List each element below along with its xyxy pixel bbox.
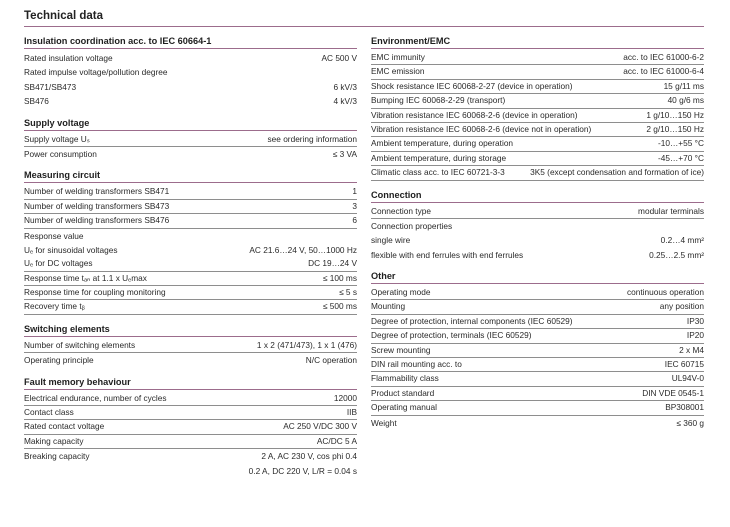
spec-value: IP30: [686, 315, 704, 326]
spec-row: [24, 185, 357, 199]
spec-row: [24, 406, 357, 420]
section-other: [371, 269, 704, 430]
spec-value: ≤ 5 s: [339, 287, 357, 298]
spec-label: Breaking capacity: [24, 451, 90, 462]
spec-value: see ordering information: [267, 133, 357, 144]
spec-row: [24, 286, 357, 300]
spec-row: [371, 248, 704, 262]
spec-value: acc. to IEC 61000-6-2: [623, 52, 704, 62]
spec-label: Number of welding transformers SB471: [24, 186, 170, 197]
spec-label: Connection type: [371, 205, 431, 216]
spec-label: Ambient temperature, during storage: [371, 152, 507, 163]
spec-label: Response time for coupling monitoring: [24, 287, 166, 298]
spec-row: [371, 315, 704, 329]
spec-row: [371, 123, 704, 137]
spec-label: Ambient temperature, during operation: [371, 138, 514, 149]
spec-value: continuous operation: [626, 287, 704, 298]
spec-value: IIB: [346, 407, 357, 418]
spec-label: Vibration resistance IEC 60068-2-6 (device in operation): [371, 109, 578, 120]
spec-label: Uₑ for sinusoidal voltages: [24, 244, 118, 255]
spec-value: 6 kV/3: [333, 81, 357, 92]
section-heading: Fault memory behaviour: [24, 375, 357, 390]
spec-label: Electrical endurance, number of cycles: [24, 392, 167, 403]
spec-row: [24, 133, 357, 147]
spec-label: Screw mounting: [371, 344, 431, 355]
spec-row: [371, 205, 704, 219]
spec-value: IEC 60715: [664, 359, 704, 370]
spec-label: Rated insulation voltage: [24, 53, 113, 63]
spec-row: [24, 51, 357, 65]
spec-row: [371, 416, 704, 430]
spec-label: Number of welding transformers SB476: [24, 215, 170, 226]
spec-row: [24, 420, 357, 434]
spec-value: 3: [352, 200, 357, 211]
spec-value: AC 250 V/DC 300 V: [283, 421, 357, 432]
spec-row: [371, 233, 704, 247]
spec-label: Rated impulse voltage/pollution degree: [24, 67, 168, 78]
spec-row: [371, 94, 704, 108]
spec-label: Weight: [371, 417, 397, 428]
section-heading: Supply voltage: [24, 116, 357, 131]
spec-row: [24, 229, 357, 243]
spec-value: 12000: [333, 392, 357, 403]
spec-row: [371, 344, 704, 358]
section-switching-elements: [24, 322, 357, 368]
page-title: Technical data: [24, 10, 104, 22]
spec-row: [24, 147, 357, 161]
spec-label: single wire: [371, 235, 411, 246]
spec-label: Supply voltage Uₛ: [24, 133, 90, 144]
spec-row: [24, 449, 357, 463]
spec-value: 0.25…2.5 mm²: [649, 249, 704, 260]
spec-value: AC 500 V: [321, 53, 357, 63]
left-column: [24, 34, 357, 485]
spec-label: SB476: [24, 96, 49, 107]
spec-label: Power consumption: [24, 148, 97, 159]
spec-value: AC/DC 5 A: [316, 435, 357, 446]
section-heading: Environment/EMC: [371, 34, 704, 49]
spec-label: Rated contact voltage: [24, 421, 105, 432]
title-divider: [24, 26, 704, 27]
spec-value: 0.2…4 mm²: [660, 235, 704, 246]
spec-value: IP20: [686, 330, 704, 341]
spec-value: DC 19…24 V: [308, 258, 357, 269]
spec-label: Vibration resistance IEC 60068-2-6 (device not in operation): [371, 123, 592, 134]
spec-row: [371, 109, 704, 123]
spec-value: 2 g/10…150 Hz: [646, 123, 704, 134]
spec-label: Contact class: [24, 407, 74, 418]
spec-value: any position: [659, 301, 704, 312]
spec-label: Response value: [24, 230, 84, 241]
spec-row: [24, 272, 357, 286]
spec-value: UL94V-0: [671, 373, 704, 384]
spec-value: modular terminals: [638, 205, 704, 216]
spec-label: Degree of protection, internal components (IEC 60529): [371, 315, 573, 326]
spec-row: [371, 372, 704, 386]
spec-row: [371, 401, 704, 415]
spec-row: [24, 353, 357, 367]
spec-label: Degree of protection, terminals (IEC 60529): [371, 330, 532, 341]
spec-row: [371, 300, 704, 314]
spec-label: Response time tₐₙ at 1.1 x Uₑmax: [24, 272, 147, 283]
spec-value: 15 g/11 ms: [663, 80, 704, 91]
spec-row: [371, 137, 704, 151]
spec-label: SB471/SB473: [24, 81, 77, 92]
spec-label: flexible with end ferrules with end ferrules: [371, 249, 524, 260]
spec-row: [371, 358, 704, 372]
spec-row: [371, 65, 704, 79]
spec-row: [24, 339, 357, 353]
spec-value: DIN VDE 0545-1: [642, 387, 704, 398]
spec-row: [371, 166, 704, 180]
section-heading: Measuring circuit: [24, 168, 357, 183]
section-measuring-circuit: [24, 168, 357, 315]
spec-value: ≤ 500 ms: [322, 301, 357, 312]
section-connection: [371, 188, 704, 263]
spec-label: EMC immunity: [371, 52, 425, 62]
spec-row: [24, 65, 357, 79]
spec-value: AC 21.6…24 V, 50…1000 Hz: [249, 244, 357, 255]
section-fault-memory-behaviour: [24, 375, 357, 478]
spec-row: [24, 257, 357, 271]
spec-row: [24, 243, 357, 257]
spec-label: Number of welding transformers SB473: [24, 200, 170, 211]
spec-row: [24, 214, 357, 228]
section-insulation-coordination-acc-to-iec-60664-1: [24, 34, 357, 109]
section-heading: Connection: [371, 188, 704, 203]
spec-label: Climatic class acc. to IEC 60721-3-3: [371, 167, 505, 178]
spec-value: -45…+70 °C: [658, 152, 704, 163]
section-environment-emc: [371, 34, 704, 181]
spec-value: 1: [352, 186, 357, 197]
spec-value: 40 g/6 ms: [667, 95, 704, 106]
spec-row: [24, 392, 357, 406]
spec-value: 2 A, AC 230 V, cos phi 0.4: [261, 451, 357, 462]
spec-label: Operating principle: [24, 355, 94, 366]
spec-label: Flammability class: [371, 373, 439, 384]
spec-value: ≤ 3 VA: [332, 148, 357, 159]
spec-label: Connection properties: [371, 220, 453, 231]
spec-label: DIN rail mounting acc. to: [371, 359, 462, 370]
spec-value: ≤ 360 g: [676, 417, 704, 428]
section-heading: Switching elements: [24, 322, 357, 337]
spec-row: [371, 387, 704, 401]
spec-label: Making capacity: [24, 435, 84, 446]
spec-row: [371, 219, 704, 233]
spec-label: Mounting: [371, 301, 406, 312]
spec-value: N/C operation: [305, 355, 357, 366]
spec-value: 0.2 A, DC 220 V, L/R = 0.04 s: [248, 465, 357, 476]
spec-label: Operating mode: [371, 287, 431, 298]
spec-row: [371, 80, 704, 94]
section-heading: Other: [371, 269, 704, 284]
spec-value: 2 x M4: [679, 344, 704, 355]
section-heading: Insulation coordination acc. to IEC 60664-1: [24, 34, 357, 49]
spec-label: Shock resistance IEC 60068-2-27 (device in operation): [371, 80, 573, 91]
spec-value: ≤ 100 ms: [322, 272, 357, 283]
spec-value: 3K5 (except condensation and formation of ice): [530, 167, 704, 178]
spec-row: [24, 80, 357, 94]
spec-row: [24, 94, 357, 108]
spec-row: [371, 329, 704, 343]
spec-label: Recovery time tᵦ: [24, 301, 85, 312]
spec-value: 4 kV/3: [333, 96, 357, 107]
spec-row: [371, 286, 704, 300]
spec-value: BP308001: [665, 402, 704, 413]
spec-row: [371, 51, 704, 65]
spec-row: [371, 152, 704, 166]
spec-value: -10…+55 °C: [658, 138, 704, 149]
spec-label: Operating manual: [371, 402, 437, 413]
spec-value: acc. to IEC 61000-6-4: [623, 66, 704, 77]
right-column: [371, 34, 704, 437]
spec-label: Bumping IEC 60068-2-29 (transport): [371, 95, 506, 106]
spec-row: [24, 464, 357, 478]
spec-label: Product standard: [371, 387, 435, 398]
spec-row: [24, 435, 357, 449]
spec-label: Number of switching elements: [24, 339, 136, 350]
spec-row: [24, 200, 357, 214]
section-supply-voltage: [24, 116, 357, 162]
spec-value: 1 x 2 (471/473), 1 x 1 (476): [256, 339, 357, 350]
spec-value: 6: [352, 215, 357, 226]
spec-value: 1 g/10…150 Hz: [646, 109, 704, 120]
spec-row: [24, 300, 357, 314]
spec-label: EMC emission: [371, 66, 425, 77]
spec-label: Uₑ for DC voltages: [24, 258, 93, 269]
